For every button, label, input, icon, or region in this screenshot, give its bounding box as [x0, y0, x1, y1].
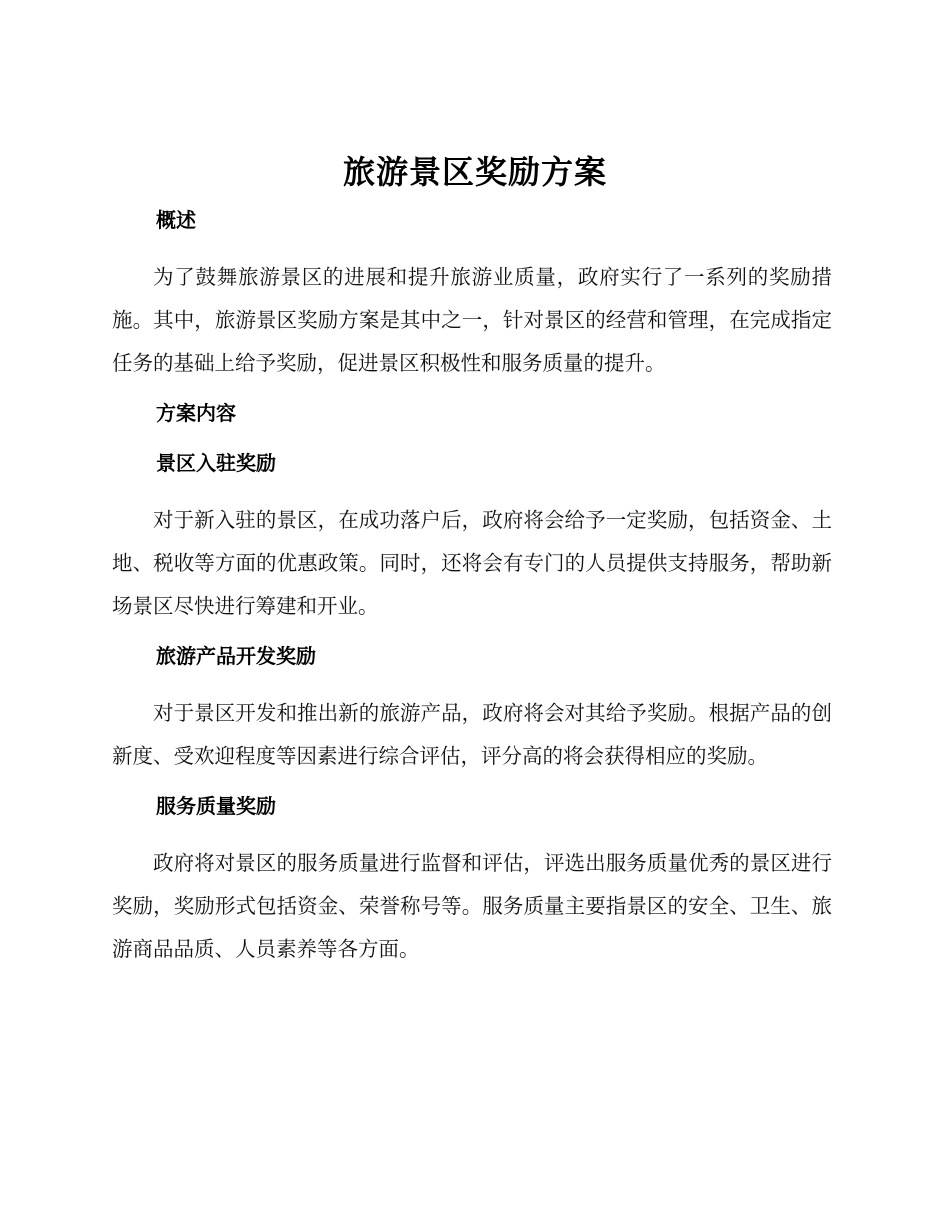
section-paragraph-service-reward: 政府将对景区的服务质量进行监督和评估，评选出服务质量优秀的景区进行奖励，奖励形式包括资金、荣誉称号等。服务质量主要指景区的安全、卫生、旅游商品品质、人员素养等各方面。: [112, 851, 832, 961]
section-paragraph-product-reward: 对于景区开发和推出新的旅游产品，政府将会对其给予奖励。根据产品的创新度、受欢迎程度等因素进行综合评估，评分高的将会获得相应的奖励。: [112, 701, 832, 768]
document-title: 旅游景区奖励方案: [342, 153, 607, 191]
section-heading-overview: 概述: [156, 208, 196, 232]
section-heading-plan-content: 方案内容: [156, 401, 236, 425]
section-heading-service-reward: 服务质量奖励: [156, 794, 276, 818]
section-paragraph-overview: 为了鼓舞旅游景区的进展和提升旅游业质量，政府实行了一系列的奖励措施。其中，旅游景区奖励方案是其中之一，针对景区的经营和管理，在完成指定任务的基础上给予奖励，促进景区积极性和服务质量的提升。: [112, 265, 832, 375]
section-heading-product-reward: 旅游产品开发奖励: [156, 644, 316, 668]
document-body: [112, 200, 832, 985]
section-heading-settlement-reward: 景区入驻奖励: [156, 451, 276, 475]
section-paragraph-settlement-reward: 对于新入驻的景区，在成功落户后，政府将会给予一定奖励，包括资金、土地、税收等方面的优惠政策。同时，还将会有专门的人员提供支持服务，帮助新场景区尽快进行筹建和开业。: [112, 508, 832, 618]
